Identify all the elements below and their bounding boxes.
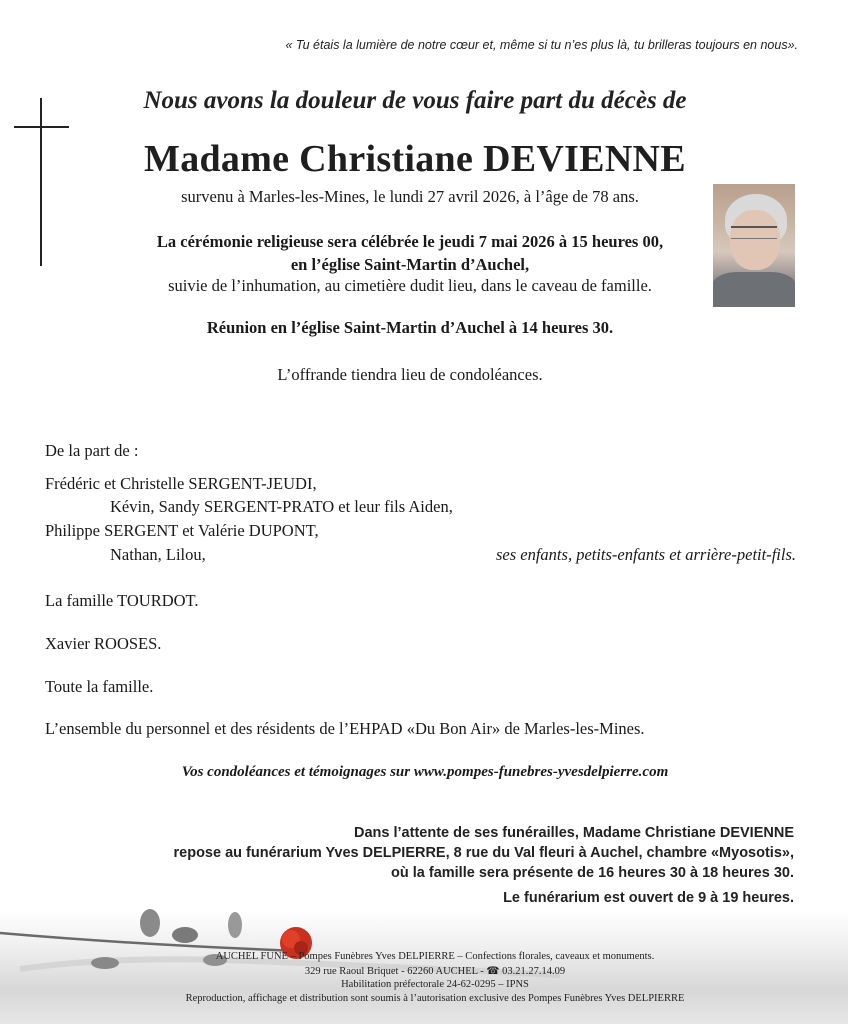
portrait-photo	[713, 184, 795, 307]
family-all: Toute la famille.	[45, 677, 154, 696]
family-line-2: Kévin, Sandy SERGENT-PRATO et leur fils Aiden,	[110, 497, 453, 516]
family-intro: De la part de :	[45, 441, 139, 460]
cross-icon-bar	[14, 126, 69, 128]
funerarium-hours: Le funérarium est ouvert de 9 à 19 heures.	[503, 890, 794, 906]
funerarium-line-2: repose au funérarium Yves DELPIERRE, 8 rue du Val fleuri à Auchel, chambre «Myosotis»,	[173, 845, 794, 861]
ceremony-line-1: La cérémonie religieuse sera célébrée le jeudi 7 mai 2026 à 15 heures 00,	[156, 232, 664, 251]
family-rooses: Xavier ROOSES.	[45, 634, 162, 653]
funerarium-line-1: Dans l’attente de ses funérailles, Madame Christiane DEVIENNE	[354, 825, 794, 841]
death-details: survenu à Marles-les-Mines, le lundi 27 avril 2026, à l’âge de 78 ans.	[181, 187, 639, 206]
family-tourdot: La famille TOURDOT.	[45, 591, 199, 610]
condolences-website: Vos condoléances et témoignages sur www.pompes-funebres-yvesdelpierre.com	[181, 764, 669, 780]
ceremony-line-2: en l’église Saint-Martin d’Auchel,	[290, 255, 530, 274]
footer-line-4: Reproduction, affichage et distribution sont soumis à l’autorisation exclusive des Pompes Funèbres Yves DELPIERRE	[185, 993, 685, 1004]
funerarium-line-3: où la famille sera présente de 16 heures 30 à 18 heures 30.	[391, 865, 794, 881]
family-line-1: Frédéric et Christelle SERGENT-JEUDI,	[45, 474, 317, 493]
family-role: ses enfants, petits-enfants et arrière-petit-fils.	[495, 545, 796, 564]
epigraph: « Tu étais la lumière de notre cœur et, même si tu n’es plus là, tu brilleras toujours en nous».	[285, 38, 798, 52]
reunion-line: Réunion en l’église Saint-Martin d’Auchel à 14 heures 30.	[206, 318, 614, 337]
family-line-3: Philippe SERGENT et Valérie DUPONT,	[45, 521, 319, 540]
footer-line-1: AUCHEL FUNE – Pompes Funèbres Yves DELPIERRE – Confections florales, caveaux et monuments.	[215, 951, 655, 962]
footer-line-2: 329 rue Raoul Briquet - 62260 AUCHEL - ☎ 03.21.27.14.09	[304, 966, 566, 977]
family-line-4: Nathan, Lilou,	[110, 545, 206, 564]
offrande-line: L’offrande tiendra lieu de condoléances.	[277, 365, 543, 384]
ceremony-line-3: suivie de l’inhumation, au cimetière dudit lieu, dans le caveau de famille.	[168, 276, 652, 295]
deceased-name: Madame Christiane DEVIENNE	[144, 138, 686, 180]
announcement: Nous avons la douleur de vous faire part du décès de	[143, 87, 687, 114]
family-ehpad: L’ensemble du personnel et des résidents de l’EHPAD «Du Bon Air» de Marles-les-Mines.	[45, 719, 645, 738]
cross-icon	[40, 98, 42, 266]
footer-line-3: Habilitation préfectorale 24-62-0295 – IPNS	[341, 979, 529, 990]
